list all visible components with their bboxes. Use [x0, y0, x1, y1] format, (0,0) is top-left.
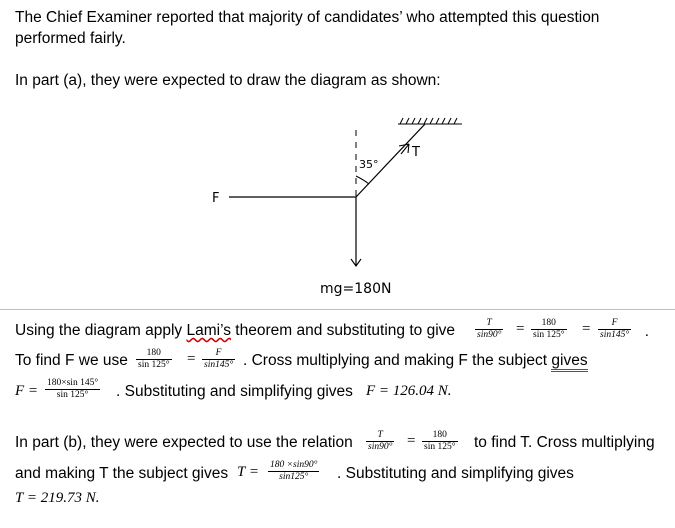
angle-label: 35°: [359, 158, 379, 171]
frac-num: 180 ×sin90°: [270, 460, 318, 470]
lami-suffix: theorem and substituting to give: [230, 322, 456, 339]
gives-word: gives: [551, 352, 587, 372]
f-lhs: F =: [15, 383, 39, 399]
weight-label: mg=180N: [320, 281, 392, 297]
intro-line-3: In part (a), they were expected to draw the diagram as shown:: [15, 72, 441, 89]
frac-den: sin145°: [600, 330, 630, 340]
f-result: F = 126.04 N.: [366, 383, 452, 399]
f-frac: [45, 378, 100, 401]
part-b-line-2-end: . Substituting and simplifying gives: [337, 465, 574, 482]
frac-den: sin 125°: [138, 360, 170, 370]
lami-prefix: Using the diagram apply: [15, 322, 187, 339]
cross-mult-text: [243, 351, 588, 370]
lami-word: Lami’s: [186, 322, 231, 339]
frac-num: 180: [531, 318, 567, 330]
t-lhs: T =: [237, 464, 259, 480]
equals-sign: =: [407, 433, 416, 449]
frac-num: T: [475, 318, 503, 330]
frac-den: sin125°: [279, 472, 309, 482]
frac-num: 180: [136, 348, 172, 360]
equals-sign: =: [187, 351, 196, 367]
part-b-line-2: and making T the subject gives: [15, 465, 229, 482]
frac-den: sin 125°: [533, 330, 565, 340]
find-f-frac-1: [136, 348, 172, 371]
intro-line-2: performed fairly.: [15, 30, 126, 47]
part-b-frac-2: [422, 430, 458, 453]
frac-num: 180×sin 145°: [47, 378, 99, 388]
intro-line-1: The Chief Examiner reported that majority of candidates’ who attempted this question: [15, 9, 600, 26]
period: .: [645, 324, 649, 340]
find-f-text: To find F we use: [15, 352, 128, 369]
t-result: T = 219.73 N.: [15, 490, 100, 506]
frac-den: sin90°: [477, 330, 502, 340]
part-b-line-1: In part (b), they were expected to use the relation: [15, 434, 353, 451]
frac-den: sin90°: [368, 442, 393, 452]
frac-num: F: [202, 348, 235, 360]
tension-label: T: [412, 145, 420, 160]
section-divider: [0, 309, 675, 310]
ceiling-hatch: [398, 118, 462, 124]
t-frac: [268, 460, 319, 483]
equals-sign: =: [582, 321, 591, 337]
find-f-frac-2: [202, 348, 235, 371]
frac-num: F: [598, 318, 631, 330]
force-label: F: [212, 191, 220, 206]
frac-den: sin 125°: [56, 390, 89, 400]
lami-frac-1: [475, 318, 503, 341]
lami-text: [15, 321, 455, 340]
frac-den: sin145°: [204, 360, 234, 370]
tension-arrow: [399, 144, 409, 154]
angle-arc: [356, 176, 369, 184]
equals-sign: =: [516, 321, 525, 337]
frac-num: T: [366, 430, 394, 442]
lami-frac-3: [598, 318, 631, 341]
part-b-frac-1: [366, 430, 394, 453]
subst-text: . Substituting and simplifying gives: [116, 383, 353, 400]
lami-frac-2: [531, 318, 567, 341]
frac-den: sin 125°: [424, 442, 456, 452]
frac-num: 180: [422, 430, 458, 442]
cross-text: . Cross multiplying and making F the subject: [243, 352, 552, 369]
part-b-line-1-end: to find T. Cross multiplying: [474, 434, 655, 451]
